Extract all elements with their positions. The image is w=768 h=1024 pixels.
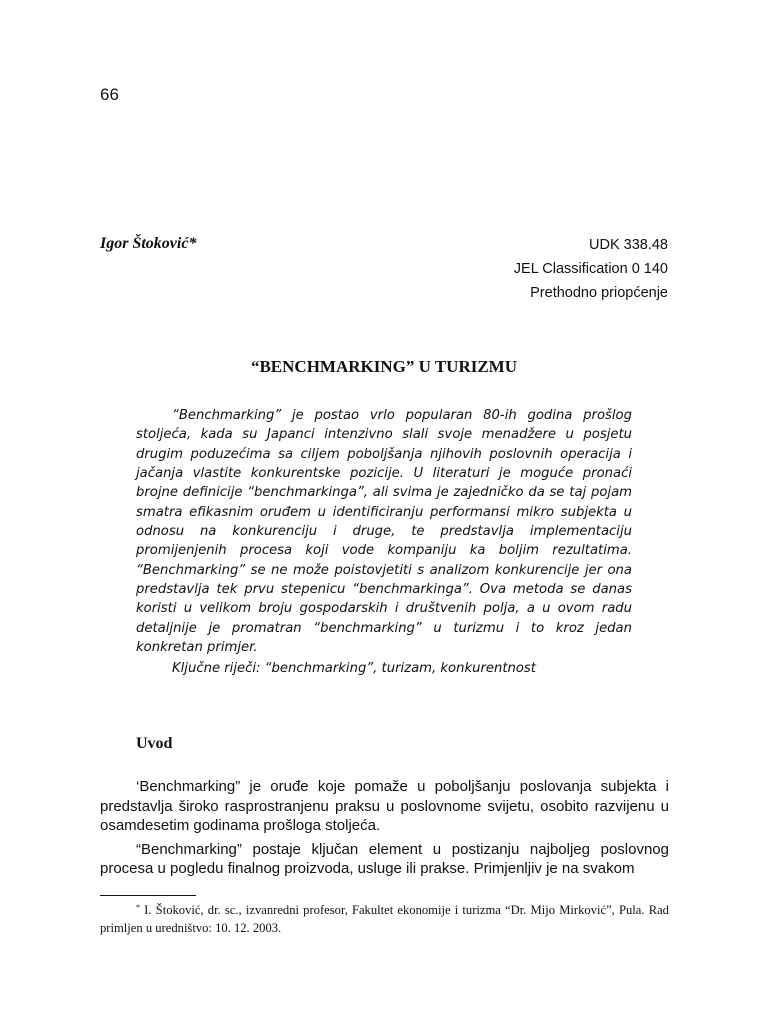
abstract-text: “Benchmarking” je postao vrlo popularan 80-ih godina prošlog stoljeća, kada su Japanci intenzivno slali svoje menadžere u posjetu drugim poduzećima sa ciljem poboljšanja njihovih poslovnih operacija i jačanja vlastite konkurentske pozicije. U literaturi je moguće pronaći brojne definicije “benchmarkinga”, ali svima je zajedničko da se taj pojam smatra efikasnim oruđem u identificiranju performansi mikro subjekta u odnosu na konkurenciju i druge, te predstavlja implementaciju promijenjenih procesa koji vode kompaniju ka boljim rezultatima. “Benchmarking” se ne može poistovjetiti s analizom konkurencije jer ona predstavlja tek prvu stepenicu “benchmarkinga”. Ova metoda se danas koristi u velikom broju gospodarskih i društvenih polja, a u ovom radu detaljnije je promatran “benchmarking” u turizmu i to kroz jedan konkretan primjer. — [136, 408, 632, 656]
footnote — [100, 901, 669, 937]
udk-code: UDK 338.48 — [589, 237, 668, 253]
section-heading: Uvod — [136, 735, 173, 752]
jel-classification: JEL Classification 0 140 — [513, 261, 668, 277]
author-name: Igor Štoković* — [100, 235, 197, 252]
paper-type: Prethodno priopćenje — [530, 285, 668, 301]
body-text — [100, 777, 669, 883]
body-paragraph: ‘Benchmarking” je oruđe koje pomaže u poboljšanju poslovanja subjekta i predstavlja široko rasprostranjenu praksu u poslovnome svijetu, osobito razvijenu u osamdesetim godinama prošloga stoljeća. — [100, 778, 669, 835]
paper-title: “BENCHMARKING” U TURIZMU — [250, 357, 518, 376]
body-paragraph: “Benchmarking” postaje ključan element u postizanju najboljeg poslovnog procesa u pogledu finalnog proizvoda, usluge ili prakse. Primjenljiv je na svakom — [100, 840, 669, 878]
footnote-marker: * — [136, 903, 140, 912]
footnote-divider — [100, 895, 196, 896]
abstract — [136, 406, 632, 679]
footnote-text: I. Štoković, dr. sc., izvanredni profesor, Fakultet ekonomije i turizma “Dr. Mijo Mirković”, Pula. Rad primljen u uredništvo: 10. 12. 2003. — [100, 903, 669, 935]
page-number: 66 — [100, 85, 119, 104]
keywords: Ključne riječi: “benchmarking”, turizam, konkurentnost — [172, 661, 536, 677]
classification-block — [514, 233, 668, 305]
